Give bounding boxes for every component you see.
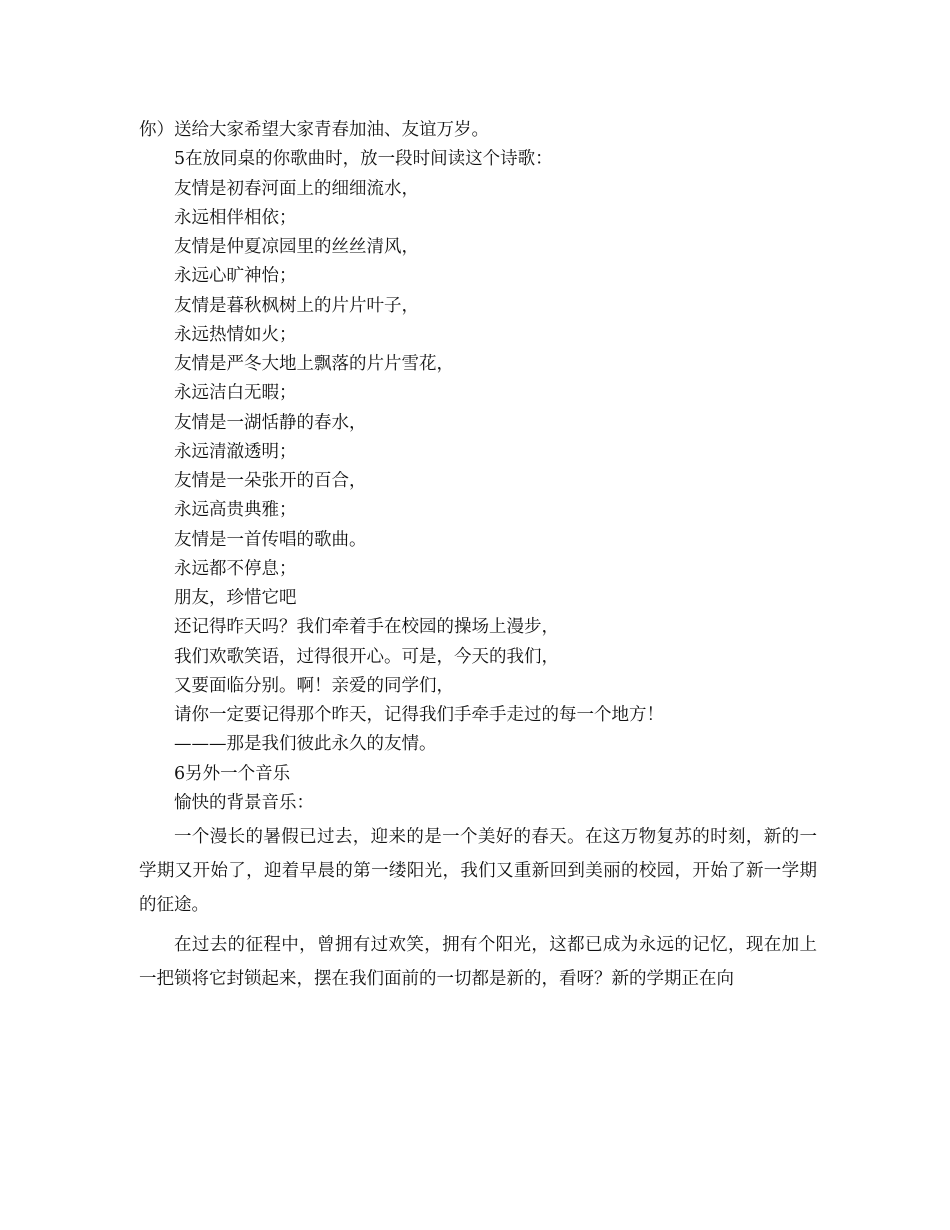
music-label: 愉快的背景音乐： [174, 792, 314, 813]
poem-line-20: ———那是我们彼此永久的友情。 [174, 734, 437, 755]
section-heading-6: 6另外一个音乐 [174, 763, 291, 784]
text-line-2: 5在放同桌的你歌曲时，放一段时间读这个诗歌： [174, 149, 553, 170]
poem-line-7: 友情是严冬大地上飘落的片片雪花， [174, 354, 454, 374]
poem-line-17: 我们欢歌笑语，过得很开心。可是，今天的我们， [174, 646, 559, 667]
poem-line-3: 友情是仲夏凉园里的丝丝清风， [174, 237, 419, 257]
poem-line-9: 友情是一湖恬静的春水， [174, 412, 367, 433]
poem-line-10: 永远清澈透明； [174, 441, 297, 462]
poem-line-6: 永远热情如火； [174, 324, 297, 345]
body-paragraph-1: 一个漫长的暑假已过去，迎来的是一个美好的春天。在这万物复苏的时刻，新的一学期又开始了，迎着早晨的第一缕阳光，我们又重新回到美丽的校园，开始了新一学期的征途。 [139, 827, 817, 915]
text-line-1: 你）送给大家希望大家青春加油、友谊万岁。 [139, 120, 489, 140]
poem-line-13: 友情是一首传唱的歌曲。 [174, 529, 367, 550]
poem-line-11: 友情是一朵张开的百合， [174, 471, 367, 491]
poem-line-16: 还记得昨天吗？我们牵着手在校园的操场上漫步， [174, 617, 559, 638]
poem-line-8: 永远洁白无暇； [174, 383, 297, 404]
poem-line-5: 友情是暮秋枫树上的片片叶子， [174, 295, 419, 316]
poem-line-19: 请你一定要记得那个昨天，记得我们手牵手走过的每一个地方！ [174, 705, 664, 725]
poem-line-2: 永远相伴相依； [174, 207, 297, 228]
poem-line-14: 永远都不停息； [174, 558, 297, 579]
document-body [139, 116, 817, 996]
poem-line-12: 永远高贵典雅； [174, 500, 297, 521]
body-paragraph-2: 在过去的征程中，曾拥有过欢笑，拥有个阳光，这都已成为永远的记忆，现在加上一把锁将它封锁起来，摆在我们面前的一切都是新的，看呀？新的学期正在向 [139, 935, 817, 989]
poem-line-1: 友情是初春河面上的细细流水， [174, 178, 419, 199]
poem-line-15: 朋友，珍惜它吧 [174, 588, 297, 608]
poem-line-4: 永远心旷神怡； [174, 266, 297, 287]
poem-line-18: 又要面临分别。啊！亲爱的同学们， [174, 675, 454, 696]
